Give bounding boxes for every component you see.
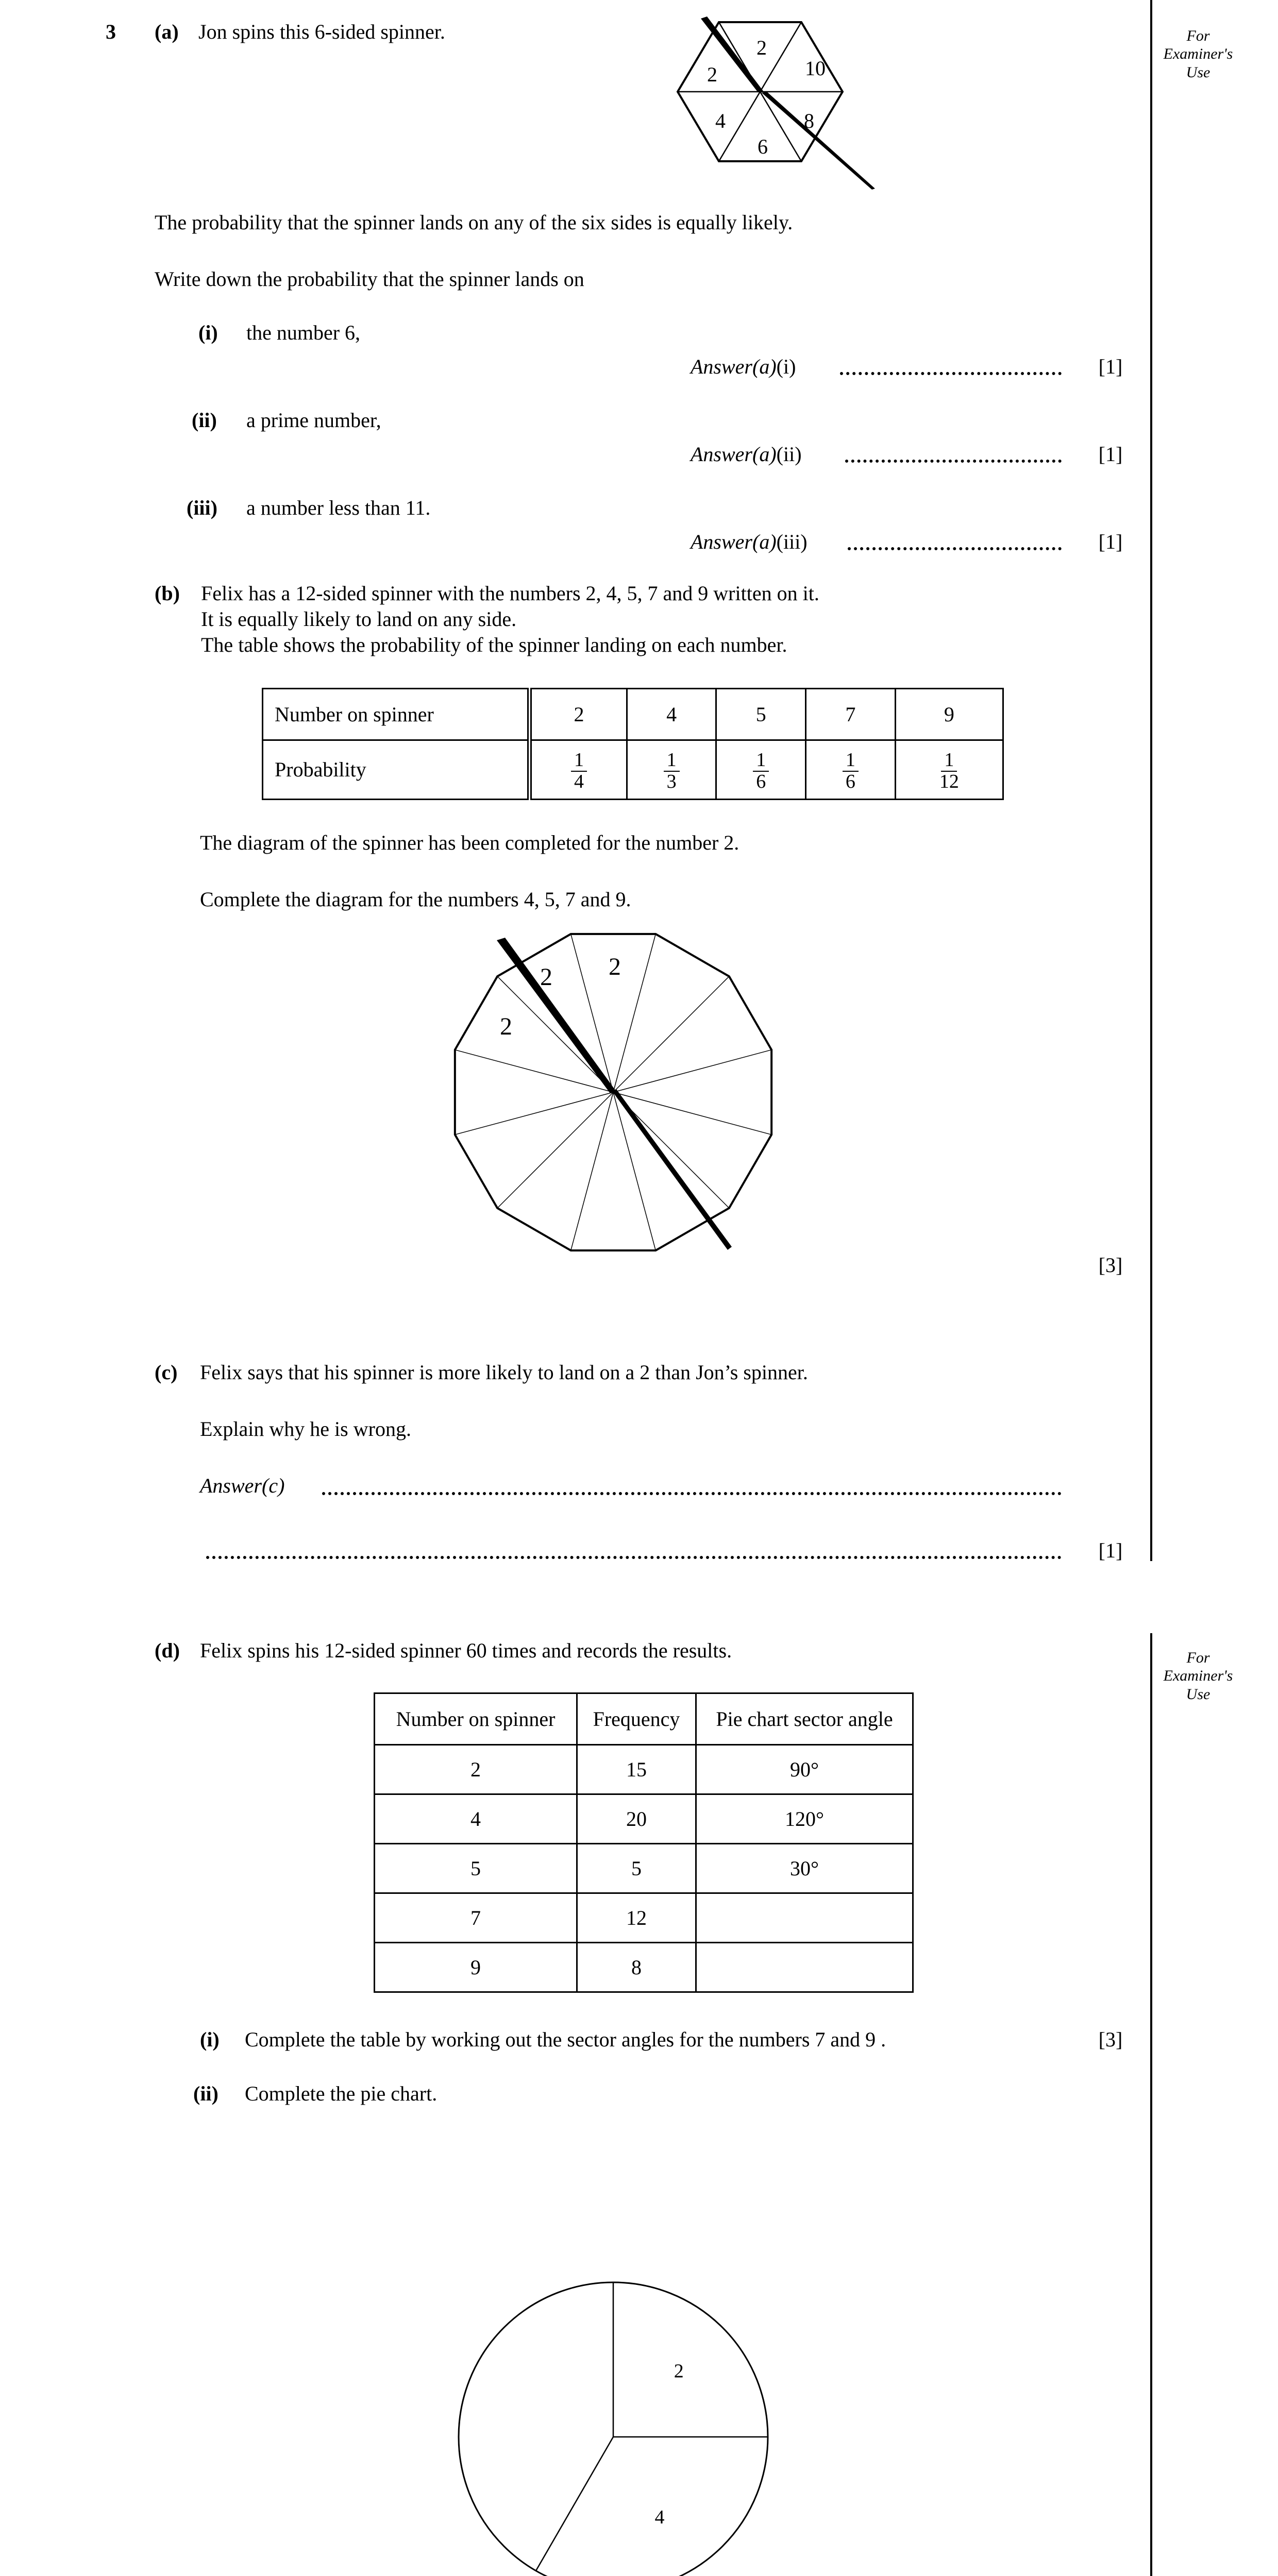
dodecagon-spoke [613, 1092, 771, 1134]
number-cell: 7 [806, 689, 896, 740]
part-d-intro: Felix spins his 12-sided spinner 60 times and records the results. [200, 1639, 732, 1662]
table-row [375, 1844, 913, 1893]
mark-b: [3] [1098, 1253, 1123, 1277]
probability-table [262, 688, 1004, 800]
sector-angle-input-9[interactable] [696, 1943, 913, 1992]
part-a-i-label: (i) [198, 321, 218, 344]
mark-a-ii: [1] [1098, 443, 1123, 466]
part-d-ii-label: (ii) [193, 2082, 218, 2105]
answer-a-iii-field[interactable] [848, 547, 1062, 550]
examiner-use-label-mid: For Examiner's Use [1163, 1649, 1233, 1703]
table-cell: 4 [375, 1794, 577, 1844]
table-cell: 2 [375, 1745, 577, 1794]
part-d-label: (d) [155, 1639, 180, 1662]
dodecagon-spoke [613, 1050, 771, 1092]
part-c-text2: Explain why he is wrong. [200, 1417, 411, 1440]
table-row [375, 1745, 913, 1794]
pie-chart[interactable] [453, 2277, 773, 2576]
part-a-text1: The probability that the spinner lands on any of the six sides is equally likely. [155, 211, 793, 234]
table-cell: 5 [577, 1844, 696, 1893]
mark-a-i: [1] [1098, 355, 1123, 378]
table-cell: 90° [696, 1745, 913, 1794]
part-a-iii-label: (iii) [187, 496, 217, 519]
number-cell: 9 [895, 689, 1003, 740]
part-b-line2: It is equally likely to land on any side. [201, 607, 517, 631]
part-a-intro: Jon spins this 6-sided spinner. [198, 20, 445, 43]
probability-cell: $\frac{1}{6}$ [716, 740, 806, 800]
table-row [375, 1893, 913, 1943]
answer-a-iii-label: Answer(a)(iii) [691, 530, 808, 553]
dodecagon-spinner[interactable] [438, 917, 788, 1267]
table-cell: 15 [577, 1745, 696, 1794]
hex-number-lower-left: 4 [715, 109, 726, 132]
table-cell: 12 [577, 1893, 696, 1943]
part-d-i-label: (i) [200, 2028, 220, 2051]
hex-number-upper-right: 10 [805, 57, 826, 80]
table-cell: 8 [577, 1943, 696, 1992]
part-b-line3: The table shows the probability of the spinner landing on each number. [201, 633, 787, 656]
number-cell: 4 [627, 689, 716, 740]
answer-a-ii-field[interactable] [845, 460, 1062, 463]
hex-number-top: 2 [756, 36, 767, 59]
part-b-text1: The diagram of the spinner has been completed for the number 2. [200, 831, 739, 854]
part-a-iii-text: a number less than 11. [246, 496, 431, 519]
table-header-frequency: Frequency [577, 1693, 696, 1745]
pie-slice-label: 4 [654, 2506, 665, 2528]
table-cell: 30° [696, 1844, 913, 1893]
table-row [375, 1943, 913, 1992]
table-header-sector-angle: Pie chart sector angle [696, 1693, 913, 1745]
examiner-margin-line-top [1150, 0, 1152, 1561]
table-row [375, 1794, 913, 1844]
dodecagon-label-2: 2 [500, 1013, 512, 1040]
table-cell: 20 [577, 1794, 696, 1844]
frequency-table [374, 1692, 914, 1993]
answer-a-i-field[interactable] [840, 372, 1062, 375]
answer-c-field-line2[interactable] [206, 1556, 1062, 1559]
probability-cell: $\frac{1}{4}$ [530, 740, 627, 800]
mark-a-iii: [1] [1098, 530, 1123, 553]
hex-number-lower-right: 8 [804, 109, 814, 132]
table-header-number-on-spinner: Number on spinner [263, 689, 530, 740]
table-header-number-on-spinner: Number on spinner [375, 1693, 577, 1745]
probability-cell: $\frac{1}{12}$ [895, 740, 1003, 800]
answer-a-ii-label: Answer(a)(ii) [691, 443, 802, 466]
dodecagon-spoke [497, 976, 613, 1092]
hex-number-upper-left: 2 [707, 63, 717, 86]
question-number: 3 [106, 20, 116, 43]
answer-a-i-label: Answer(a)(i) [691, 355, 796, 378]
part-a-text2: Write down the probability that the spinner lands on [155, 267, 584, 291]
number-cell: 5 [716, 689, 806, 740]
part-b-line1: Felix has a 12-sided spinner with the numbers 2, 4, 5, 7 and 9 written on it. [201, 582, 819, 605]
table-cell: 5 [375, 1844, 577, 1893]
part-d-ii-text: Complete the pie chart. [245, 2082, 438, 2105]
answer-c-field-line1[interactable] [322, 1492, 1062, 1495]
part-a-i-text: the number 6, [246, 321, 361, 344]
table-cell: 120° [696, 1794, 913, 1844]
examiner-use-label-top: For Examiner's Use [1163, 27, 1233, 81]
dodecagon-spoke [571, 1092, 613, 1250]
mark-c: [1] [1098, 1539, 1123, 1562]
examiner-margin-line-bottom [1150, 1633, 1152, 2576]
dodecagon-label-2: 2 [609, 953, 621, 980]
pie-slice-label: 2 [674, 2360, 684, 2382]
probability-cell: $\frac{1}{6}$ [806, 740, 896, 800]
hexagon-pointer-bottom [762, 92, 875, 190]
dodecagon-pointer-top [497, 938, 615, 1093]
table-cell: 9 [375, 1943, 577, 1992]
mark-d-i: [3] [1098, 2028, 1123, 2051]
probability-cell: $\frac{1}{3}$ [627, 740, 716, 800]
part-a-ii-text: a prime number, [246, 409, 381, 432]
answer-c-label: Answer(c) [200, 1474, 285, 1497]
dodecagon-pointer-bottom [612, 1089, 732, 1250]
part-c-text1: Felix says that his spinner is more likely to land on a 2 than Jon’s spinner. [200, 1361, 808, 1384]
part-a-label: (a) [155, 20, 179, 43]
part-c-label: (c) [155, 1361, 178, 1384]
part-b-text2: Complete the diagram for the numbers 4, 5, 7 and 9. [200, 888, 631, 911]
dodecagon-spoke [455, 1092, 613, 1134]
number-cell: 2 [530, 689, 627, 740]
part-d-i-text: Complete the table by working out the sector angles for the numbers 7 and 9 . [245, 2028, 886, 2051]
hexagon-spinner [670, 14, 886, 190]
table-header-probability: Probability [263, 740, 530, 800]
hex-number-bottom: 6 [758, 135, 768, 158]
table-cell: 7 [375, 1893, 577, 1943]
part-a-ii-label: (ii) [192, 409, 217, 432]
sector-angle-input-7[interactable] [696, 1893, 913, 1943]
dodecagon-spoke [497, 1092, 613, 1208]
dodecagon-label-2: 2 [540, 963, 552, 991]
dodecagon-spoke [613, 976, 729, 1092]
pie-sector-boundary [536, 2437, 613, 2571]
part-b-label: (b) [155, 582, 180, 605]
